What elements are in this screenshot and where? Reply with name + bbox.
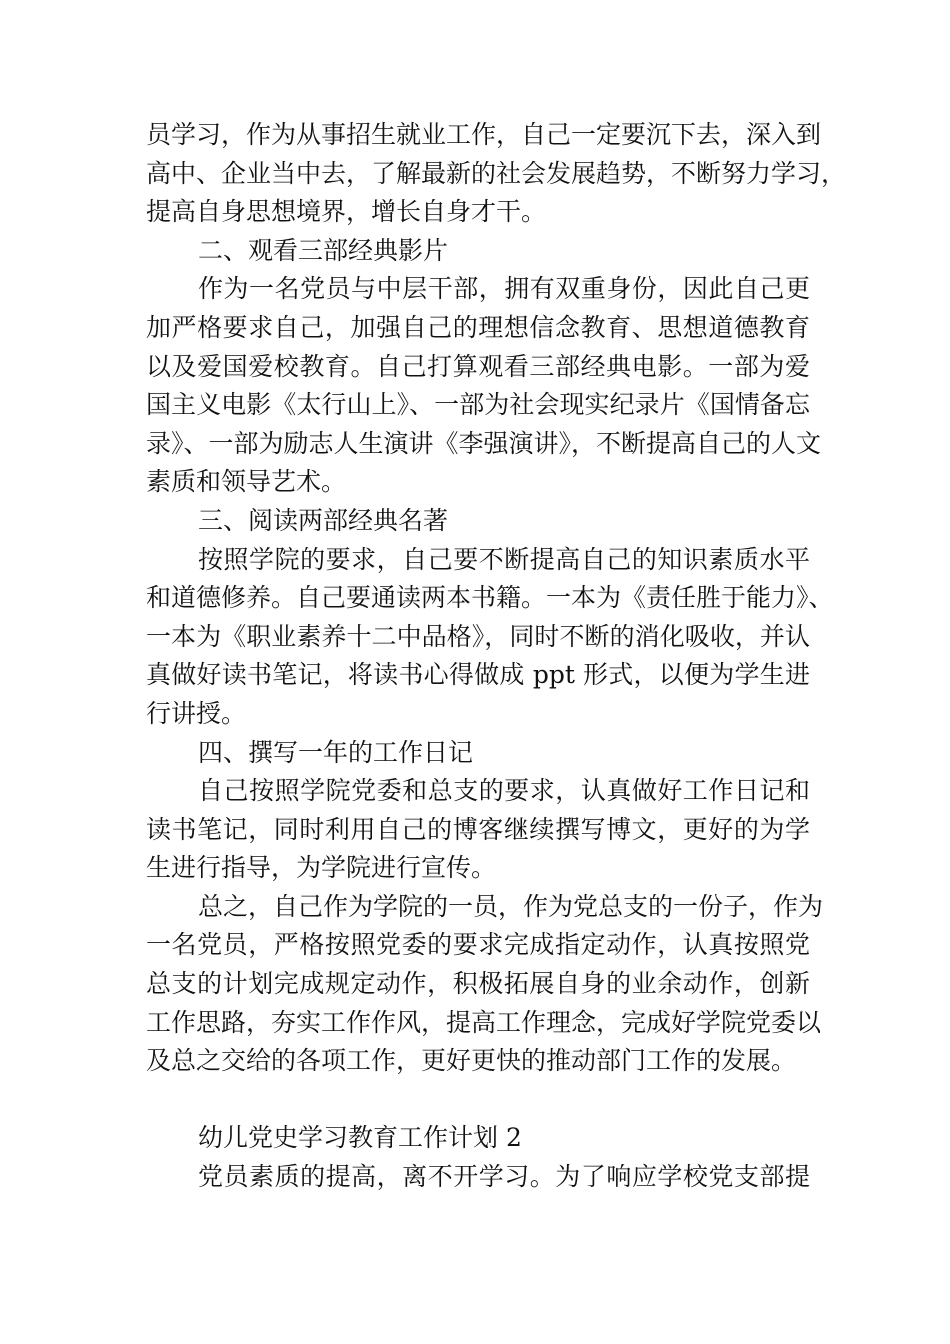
text-line: 素质和领导艺术。 [146, 467, 347, 497]
text-line: 生进行指导，为学院进行宣传。 [146, 853, 497, 883]
text-line: 提高自身思想境界，增长自身才干。 [146, 197, 547, 227]
text-line: 工作思路，夯实工作作风，提高工作理念，完成好学院党委以 [146, 1007, 822, 1037]
section-heading [146, 734, 810, 773]
text-line: 一名党员，严格按照党委的要求完成指定动作，认真按照党 [146, 930, 810, 960]
section-title [146, 1119, 810, 1158]
text-line: 党员素质的提高，离不开学习。为了响应学校党支部提 [198, 1162, 810, 1192]
section-heading [146, 502, 810, 541]
paragraph [146, 772, 810, 888]
text-line: 总支的计划完成规定动作，积极拓展自身的业余动作，创新 [146, 969, 810, 999]
paragraph [146, 116, 847, 232]
paragraph [146, 270, 822, 502]
blank-line [146, 1081, 810, 1120]
paragraph [146, 541, 834, 734]
text-line: 以及爱国爱校教育。自己打算观看三部经典电影。一部为爱 [146, 351, 810, 381]
text-line: 按照学院的要求，自己要不断提高自己的知识素质水平 [198, 544, 810, 574]
text-line: 总之，自己作为学院的一员，作为党总支的一份子，作为 [198, 891, 824, 921]
paragraph [146, 1158, 810, 1197]
text-line: 和道德修养。自己要通读两本书籍。一本为《责任胜于能力》、 [146, 583, 834, 613]
text-line: 作为一名党员与中层干部，拥有双重身份，因此自己更 [198, 274, 810, 304]
title-text: 幼儿党史学习教育工作计划 2 [198, 1123, 522, 1153]
heading-text: 四、撰写一年的工作日记 [198, 737, 474, 767]
text-line: 自己按照学院党委和总支的要求，认真做好工作日记和 [198, 776, 810, 806]
text-line: 一本为《职业素养十二中品格》，同时不断的消化吸收，并认 [146, 621, 810, 651]
text-line: 行讲授。 [146, 698, 247, 728]
text-line: 真做好读书笔记，将读书心得做成 ppt 形式，以便为学生进 [146, 660, 810, 690]
text-line: 国主义电影《太行山上》、一部为社会现实纪录片《国情备忘 [146, 390, 810, 420]
text-line: 录》、一部为励志人生演讲《李强演讲》，不断提高自己的人文 [146, 428, 822, 458]
text-line: 读书笔记，同时利用自己的博客继续撰写博文，更好的为学 [146, 814, 810, 844]
document-body [146, 116, 847, 1197]
heading-text: 二、观看三部经典影片 [198, 235, 449, 265]
paragraph [146, 888, 824, 1081]
text-line: 员学习，作为从事招生就业工作，自己一定要沉下去，深入到 [146, 120, 822, 149]
heading-text: 三、阅读两部经典名著 [198, 505, 449, 535]
text-line: 及总之交给的各项工作，更好更快的推动部门工作的发展。 [146, 1046, 797, 1076]
text-line: 高中、企业当中去，了解最新的社会发展趋势，不断努力学习， [146, 158, 847, 188]
section-heading [146, 232, 810, 271]
text-line: 加严格要求自己，加强自己的理想信念教育、思想道德教育 [146, 312, 810, 342]
